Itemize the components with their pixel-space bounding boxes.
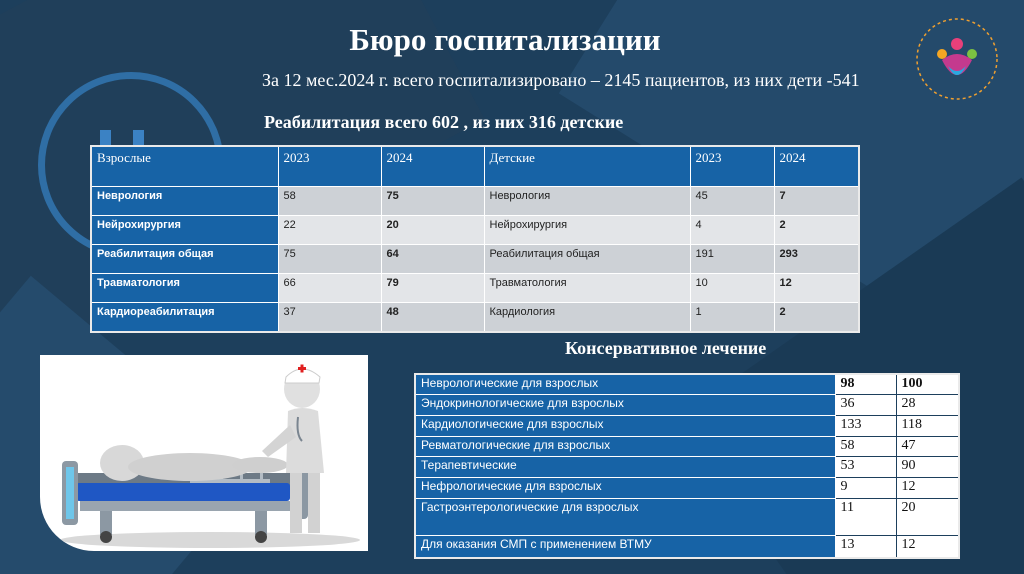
page-title: Бюро госпитализации — [349, 22, 661, 57]
value-cell: 75 — [381, 187, 484, 216]
value-cell: 7 — [774, 187, 859, 216]
value-cell: 11 — [835, 498, 896, 535]
table-row — [91, 274, 859, 303]
adult-department: Кардиореабилитация — [91, 303, 278, 333]
header-adult: Взрослые — [91, 146, 278, 187]
conservative-heading: Консервативное лечение — [565, 338, 767, 358]
value-cell: 100 — [896, 374, 959, 395]
adult-department: Травматология — [91, 274, 278, 303]
child-department: Травматология — [484, 274, 690, 303]
table-row — [91, 216, 859, 245]
value-cell: 12 — [774, 274, 859, 303]
treatment-label: Неврологические для взрослых — [415, 374, 835, 395]
summary-text: За 12 мес.2024 г. всего госпитализировано – 2145 пациентов, из них дети -541 — [262, 70, 860, 90]
value-cell: 53 — [835, 457, 896, 478]
value-cell: 90 — [896, 457, 959, 478]
treatment-label: Ревматологические для взрослых — [415, 436, 835, 457]
table-row — [415, 374, 959, 395]
table-row — [415, 415, 959, 436]
value-cell: 58 — [278, 187, 381, 216]
rehab-table — [90, 145, 860, 333]
table-row — [415, 395, 959, 416]
value-cell: 4 — [690, 216, 774, 245]
treatment-label: Эндокринологические для взрослых — [415, 395, 835, 416]
table-row — [91, 187, 859, 216]
nurse-with-patient-bed-image — [40, 355, 368, 551]
value-cell: 36 — [835, 395, 896, 416]
value-cell: 2 — [774, 303, 859, 333]
value-cell: 118 — [896, 415, 959, 436]
table-row — [415, 535, 959, 558]
adult-department: Реабилитация общая — [91, 245, 278, 274]
conservative-table — [414, 373, 960, 559]
hospital-bed-illustration — [40, 355, 368, 551]
table-row — [415, 457, 959, 478]
header-year: 2023 — [278, 146, 381, 187]
table-header-row — [91, 146, 859, 187]
child-department: Нейрохирургия — [484, 216, 690, 245]
child-department: Реабилитация общая — [484, 245, 690, 274]
value-cell: 191 — [690, 245, 774, 274]
table-row — [415, 477, 959, 498]
treatment-label: Нефрологические для взрослых — [415, 477, 835, 498]
value-cell: 22 — [278, 216, 381, 245]
value-cell: 2 — [774, 216, 859, 245]
child-department: Кардиология — [484, 303, 690, 333]
header-year: 2023 — [690, 146, 774, 187]
value-cell: 9 — [835, 477, 896, 498]
value-cell: 37 — [278, 303, 381, 333]
value-cell: 79 — [381, 274, 484, 303]
table-row — [91, 303, 859, 333]
treatment-label: Для оказания СМП с применением ВТМУ — [415, 535, 835, 558]
rehab-heading: Реабилитация всего 602 , из них 316 детские — [264, 112, 624, 132]
header-year: 2024 — [774, 146, 859, 187]
value-cell: 47 — [896, 436, 959, 457]
child-department: Неврология — [484, 187, 690, 216]
adult-department: Нейрохирургия — [91, 216, 278, 245]
table-row — [91, 245, 859, 274]
value-cell: 13 — [835, 535, 896, 558]
treatment-label: Гастроэнтерологические для взрослых — [415, 498, 835, 535]
value-cell: 20 — [381, 216, 484, 245]
value-cell: 293 — [774, 245, 859, 274]
header-child: Детские — [484, 146, 690, 187]
value-cell: 10 — [690, 274, 774, 303]
adult-department: Неврология — [91, 187, 278, 216]
value-cell: 75 — [278, 245, 381, 274]
value-cell: 12 — [896, 535, 959, 558]
polyclinic-logo — [912, 14, 1002, 104]
value-cell: 28 — [896, 395, 959, 416]
table-row — [415, 498, 959, 535]
header-year: 2024 — [381, 146, 484, 187]
table-row — [415, 436, 959, 457]
treatment-label: Терапевтические — [415, 457, 835, 478]
value-cell: 1 — [690, 303, 774, 333]
value-cell: 58 — [835, 436, 896, 457]
value-cell: 98 — [835, 374, 896, 395]
value-cell: 133 — [835, 415, 896, 436]
treatment-label: Кардиологические для взрослых — [415, 415, 835, 436]
value-cell: 20 — [896, 498, 959, 535]
value-cell: 45 — [690, 187, 774, 216]
value-cell: 64 — [381, 245, 484, 274]
value-cell: 66 — [278, 274, 381, 303]
value-cell: 12 — [896, 477, 959, 498]
value-cell: 48 — [381, 303, 484, 333]
